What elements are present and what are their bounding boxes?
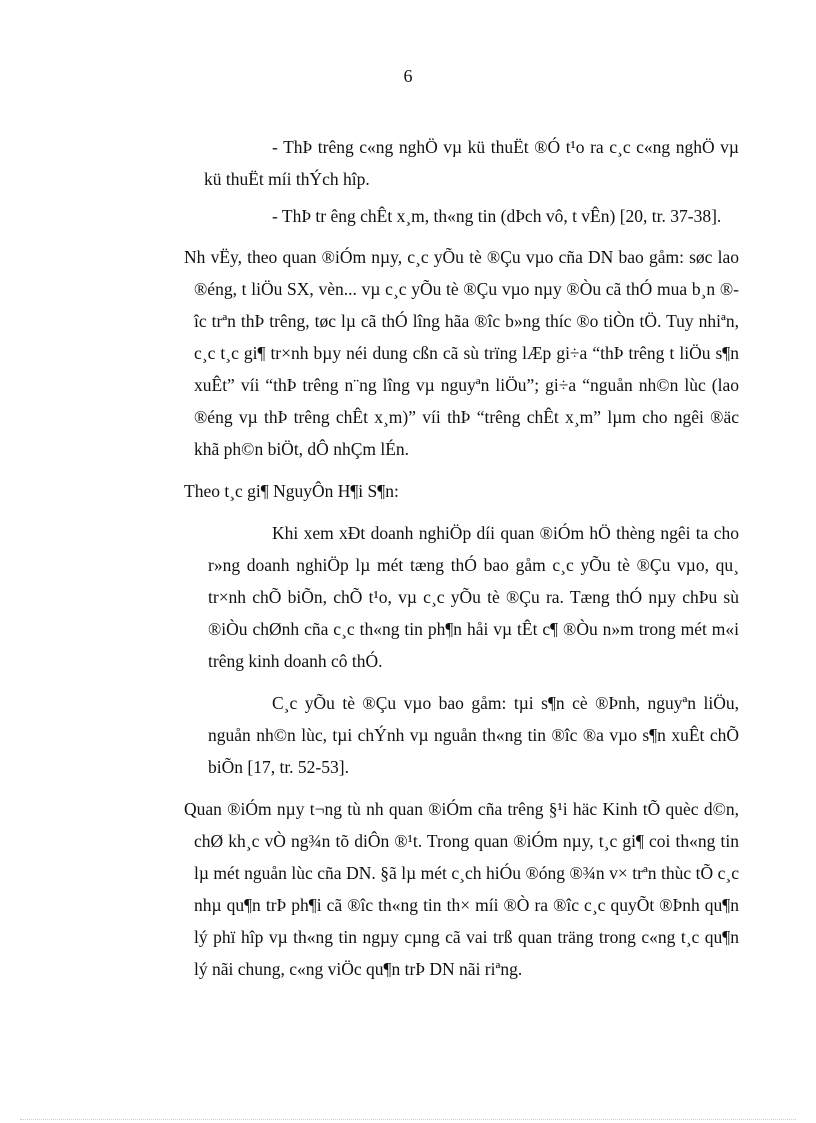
page-number: 6 [403,66,413,86]
quote-paragraph-inputs: C¸c yÕu tè ®Çu vµo bao gåm: tµi s¶n cè ®Þnh, nguyªn liÖu, nguån nh©n lùc, tµi chÝnh vµ nguån th«ng tin ®îc ®a vµo s¶n xuÊt chÕ biÕn [17, tr. 52-53]. [208,693,739,777]
page-bottom-rule [20,1119,796,1120]
document-body [184,131,739,985]
list-item-market-grey-matter: - ThÞ tr êng chÊt x¸m, th«ng tin (dÞch vô, t vÊn) [20, tr. 37-38]. [272,206,722,226]
list-item-market-technology: - ThÞ trêng c«ng nghÖ vµ kü thuËt ®Ó t¹o ra c¸c c«ng nghÖ vµ kü thuËt míi thÝch hîp. [204,137,739,189]
block-quote [208,517,739,783]
paragraph-analysis: Nh vËy, theo quan ®iÓm nµy, c¸c yÕu tè ®Çu vµo cña DN bao gåm: søc lao ®éng, t liÖu SX, vèn... vµ c¸c yÕu tè ®Çu vµo nµy ®Òu cã thÓ mua b¸n ®îc trªn thÞ trêng, tøc lµ cã thÓ lîng hãa ®îc b»ng thíc ®o tiÒn tÖ. Tuy nhiªn, c¸c t¸c gi¶ tr×nh bµy néi dung cßn cã sù trïng lÆp gi÷a “thÞ trêng t liÖu s¶n xuÊt” víi “thÞ trêng n¨ng lîng vµ nguyªn liÖu”; gi÷a “nguån nh©n lùc (lao ®éng vµ thÞ trêng chÊt x¸m)” víi thÞ “trêng chÊt x¸m” lµm cho ngêi ®äc khã ph©n biÖt, dÔ nhÇm lÉn. [184,247,739,459]
paragraph-conclusion: Quan ®iÓm nµy t¬ng tù nh quan ®iÓm cña trêng §¹i häc Kinh tÕ quèc d©n, chØ kh¸c vÒ ng¾n tõ diÔn ®¹t. Trong quan ®iÓm nµy, t¸c gi¶ coi th«ng tin lµ mét nguån lùc cña DN. §ã lµ mét c¸ch hiÓu ®óng ®¾n v× trªn thùc tÕ c¸c nhµ qu¶n trÞ ph¶i cã ®îc th«ng tin th× míi ®Ò ra ®îc c¸c quyÕt ®Þnh qu¶n lý phï hîp vµ th«ng tin ngµy cµng cã vai trß quan träng trong c«ng t¸c qu¶n lý nãi chung, c«ng viÖc qu¶n trÞ DN nãi riªng. [184,799,739,979]
paragraph-author-intro: Theo t¸c gi¶ NguyÔn H¶i S¶n: [184,481,399,501]
quote-paragraph-system-view: Khi xem xÐt doanh nghiÖp díi quan ®iÓm hÖ thèng ngêi ta cho r»ng doanh nghiÖp lµ mét tæng thÓ bao gåm c¸c yÕu tè ®Çu vµo, qu¸ tr×nh chÕ biÕn, chÕ t¹o, vµ c¸c yÕu tè ®Çu ra. Tæng thÓ nµy chÞu sù ®iÒu chØnh cña c¸c th«ng tin ph¶n håi vµ tÊt c¶ ®Òu n»m trong mét m«i trêng kinh doanh cô thÓ. [208,523,739,671]
